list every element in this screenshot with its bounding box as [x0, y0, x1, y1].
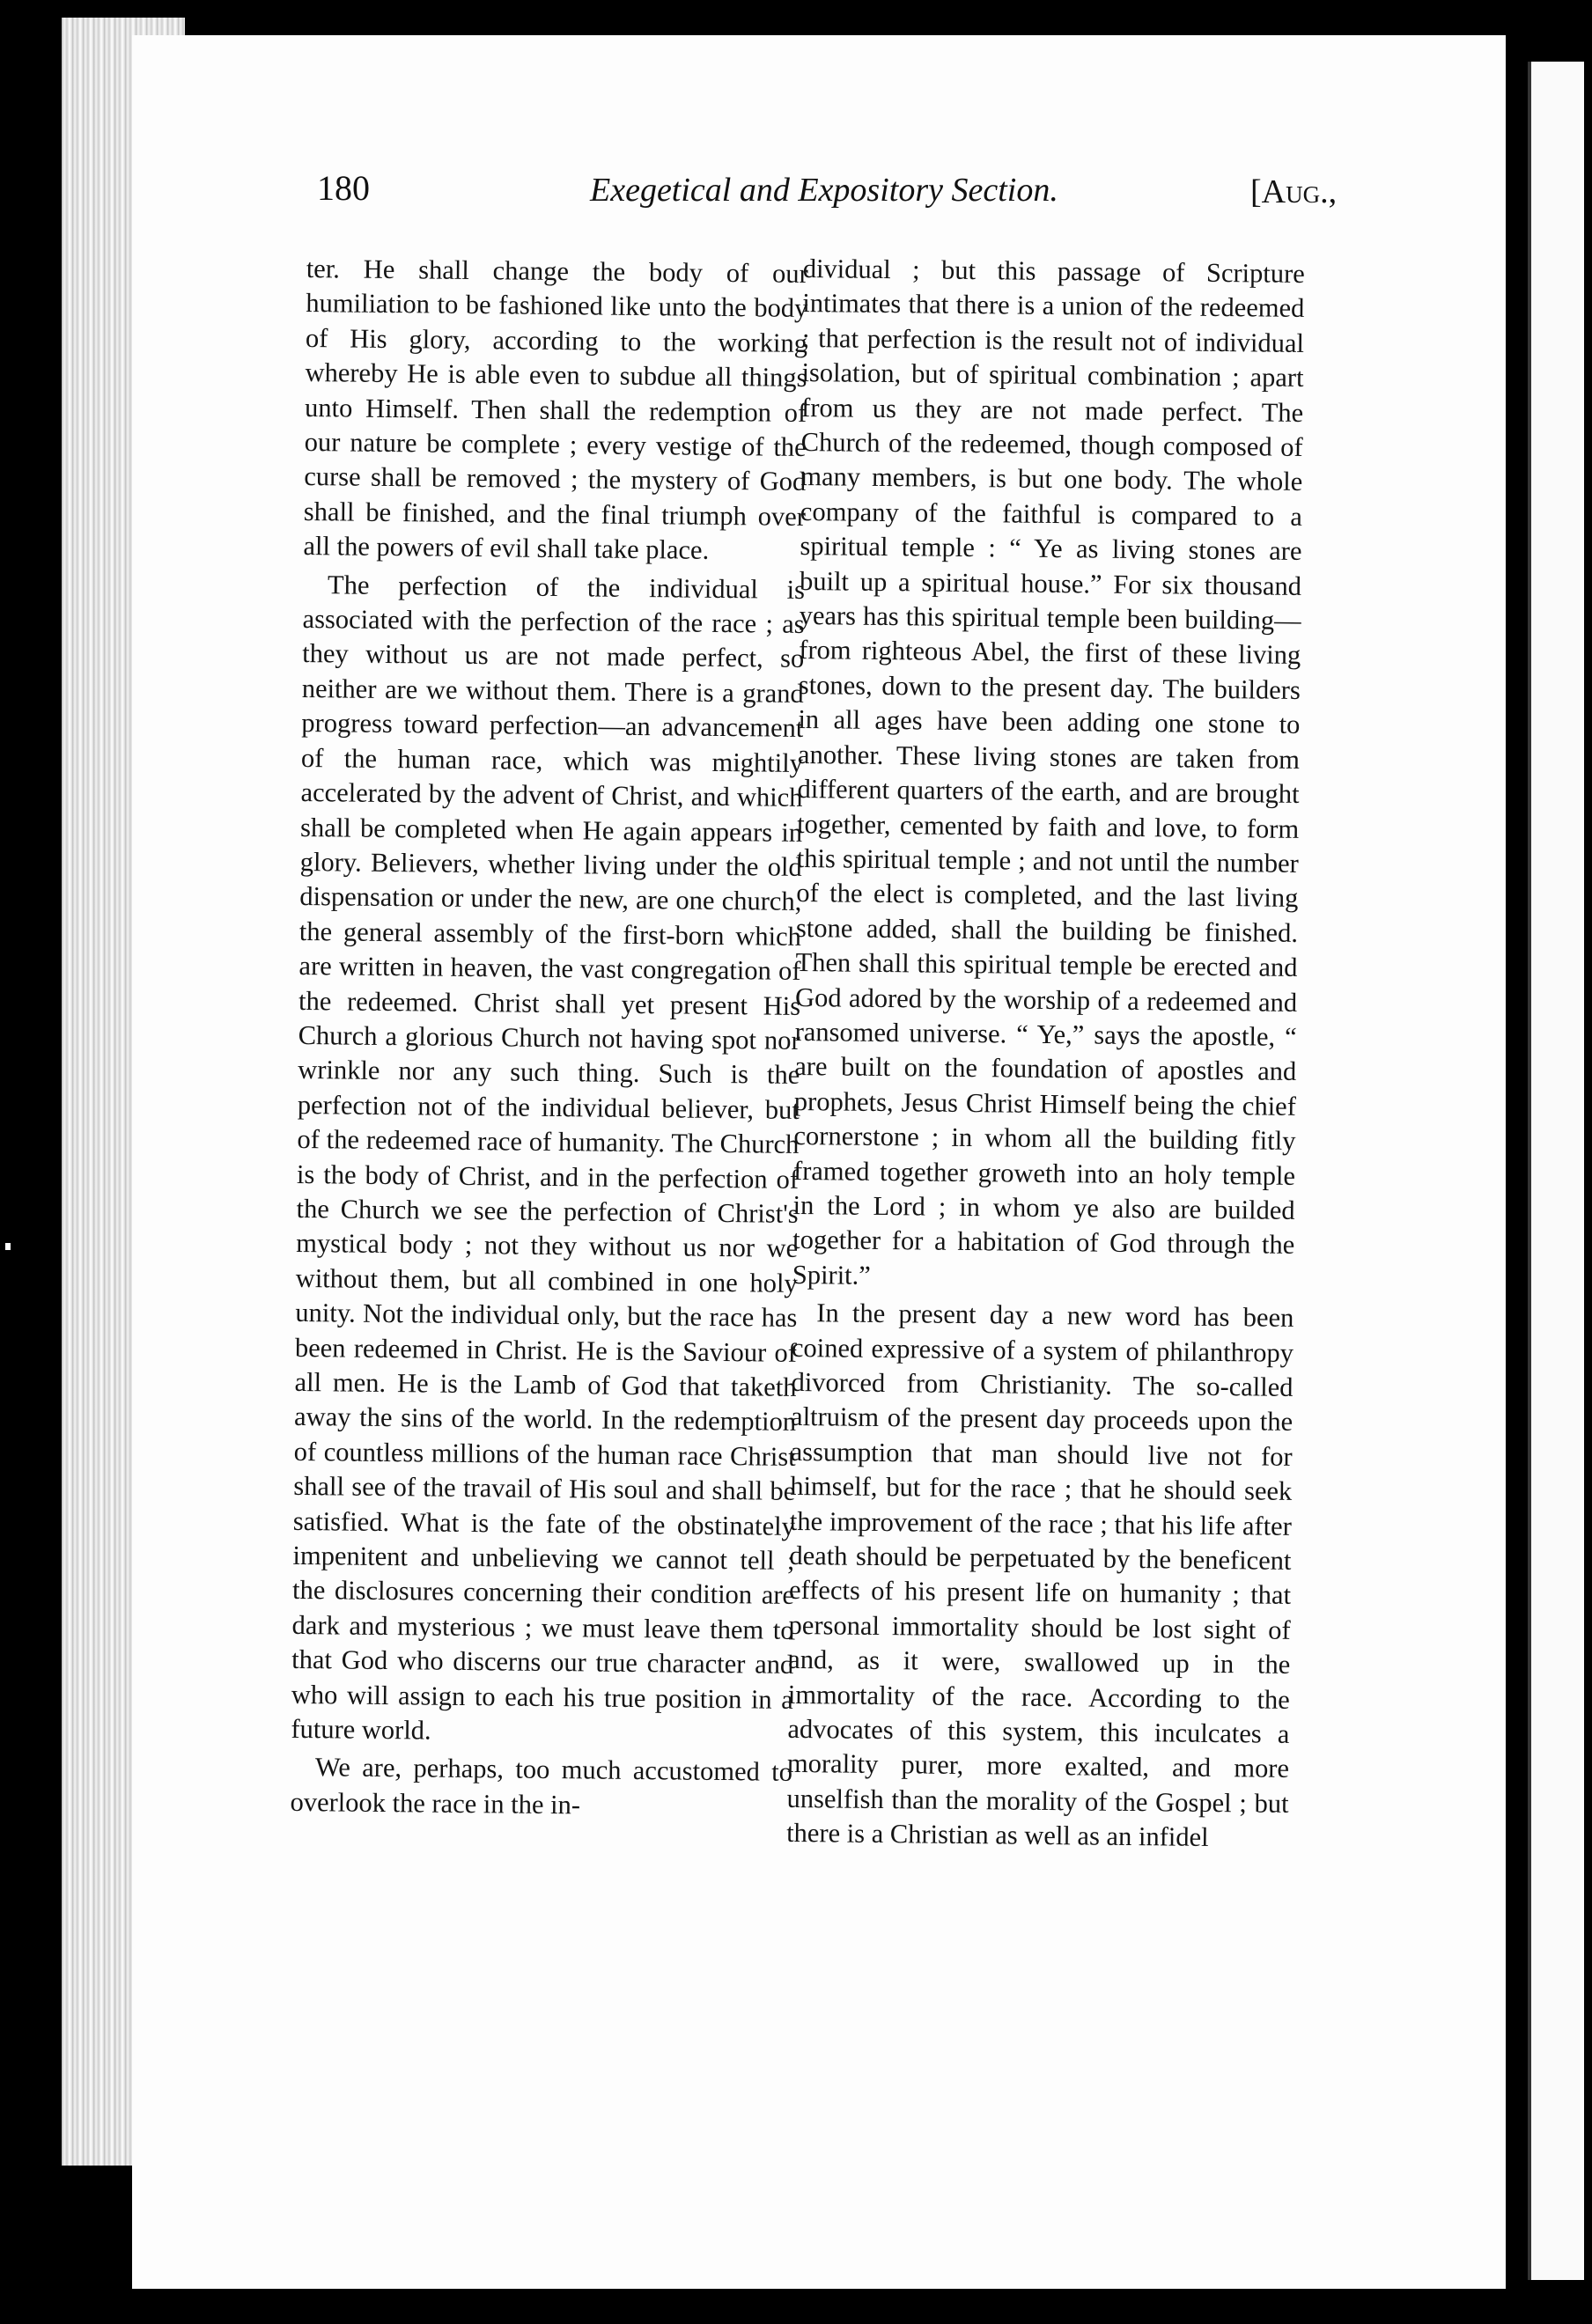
- scan-speck: [5, 1243, 11, 1250]
- facing-page-edge: [1528, 62, 1584, 2280]
- paragraph: dividual ; but this passage of Scripture intimates that there is a union of the redeemed ; that perfection is the result not of individual isolation, but of spiritual combination ; apart from us they are not made perfect. The Church of the redeemed, though composed of many members, is but one body. The whole company of the faithful is compared to a spiritual temple : “ Ye as living stones are built up a spiritual house.” For six thousand years has this spiritual temple been building—from righteous Abel, the first of these living stones, down to the present day. The builders in all ages have been adding one stone to another. These living stones are taken from different quarters of the earth, and are brought together, cemented by faith and love, to form this spiritual temple ; and not until the number of the elect is completed, and the last living stone added, shall the building be finished. Then shall this spiritual temple be erected and God adored by the worship of a redeemed and ransomed universe. “ Ye,” says the apostle, “ are built on the foundation of apostles and prophets, Jesus Christ Himself being the chief cornerstone ; in whom all the building fitly framed together groweth into an holy temple in the Lord ; in whom ye also are builded together for a habitation of God through the Spirit.”: [792, 253, 1305, 1291]
- paragraph: In the present day a new word has been coined expressive of a system of philanthropy divorced from Christianity. The so-called altruism of the present day proceeds upon the assumption that man should live not for himself, but for the race ; that he should seek the improvement of the race ; that his life after death should be perpetuated by the beneficent effects of his present life on humanity ; that personal immortality should be lost sight of and, as it were, swallowed up in the immortality of the race. According to the advocates of this system, this inculcates a morality purer, more exalted, and more unselfish than the morality of the Gospel ; but there is a Christian as well as an infidel: [786, 1298, 1294, 1853]
- page-number: 180: [317, 168, 370, 208]
- running-head: Exegetical and Expository Section.: [590, 172, 1058, 209]
- paragraph: We are, perhaps, too much accustomed to overlook the race in the in-: [290, 1752, 793, 1820]
- right-column: [784, 252, 1305, 2132]
- paragraph: ter. He shall change the body of our humiliation to be fashioned like unto the body of His glory, according to the working whereby He is able even to subdue all things unto Himself. Then shall the redemption of our nature be complete ; every vestige of the curse shall be removed ; the mystery of God shall be finished, and the final triumph over all the powers of evil shall take place.: [303, 253, 808, 566]
- paragraph: The perfection of the individual is associated with the perfection of the race ; as they without us are not made perfect, so neither are we without them. There is a grand progress toward perfection—an advancement of the human race, which was mightily accelerated by the advent of Christ, and which shall be completed when He again appears in glory. Believers, whether living under the old dispensation or under the new, are one church, the general assembly of the first-born which are written in heaven, the vast congregation of the redeemed. Christ shall yet present His Church a glorious Church not having spot nor wrinkle nor any such thing. Such is the perfection not of the individual believer, but of the redeemed race of humanity. The Church is the body of Christ, and in the perfection of the Church we see the perfection of Christ's mystical body ; not they without us nor we without them, but all combined in one holy unity. Not the individual only, but the race has been redeemed in Christ. He is the Saviour of all men. He is the Lamb of God that taketh away the sins of the world. In the redemption of countless millions of the human race Christ shall see of the travail of His soul and shall be satisfied. What is the fate of the obstinately impenitent and unbelieving we cannot tell ; the disclosures concerning their condition are dark and mysterious ; we must leave them to that God who discerns our true character and who will assign to each his true position in a future world.: [291, 569, 806, 1746]
- month-mark: [Aug.,: [1250, 173, 1338, 210]
- left-column: [287, 252, 808, 2132]
- page-header: [317, 167, 1374, 229]
